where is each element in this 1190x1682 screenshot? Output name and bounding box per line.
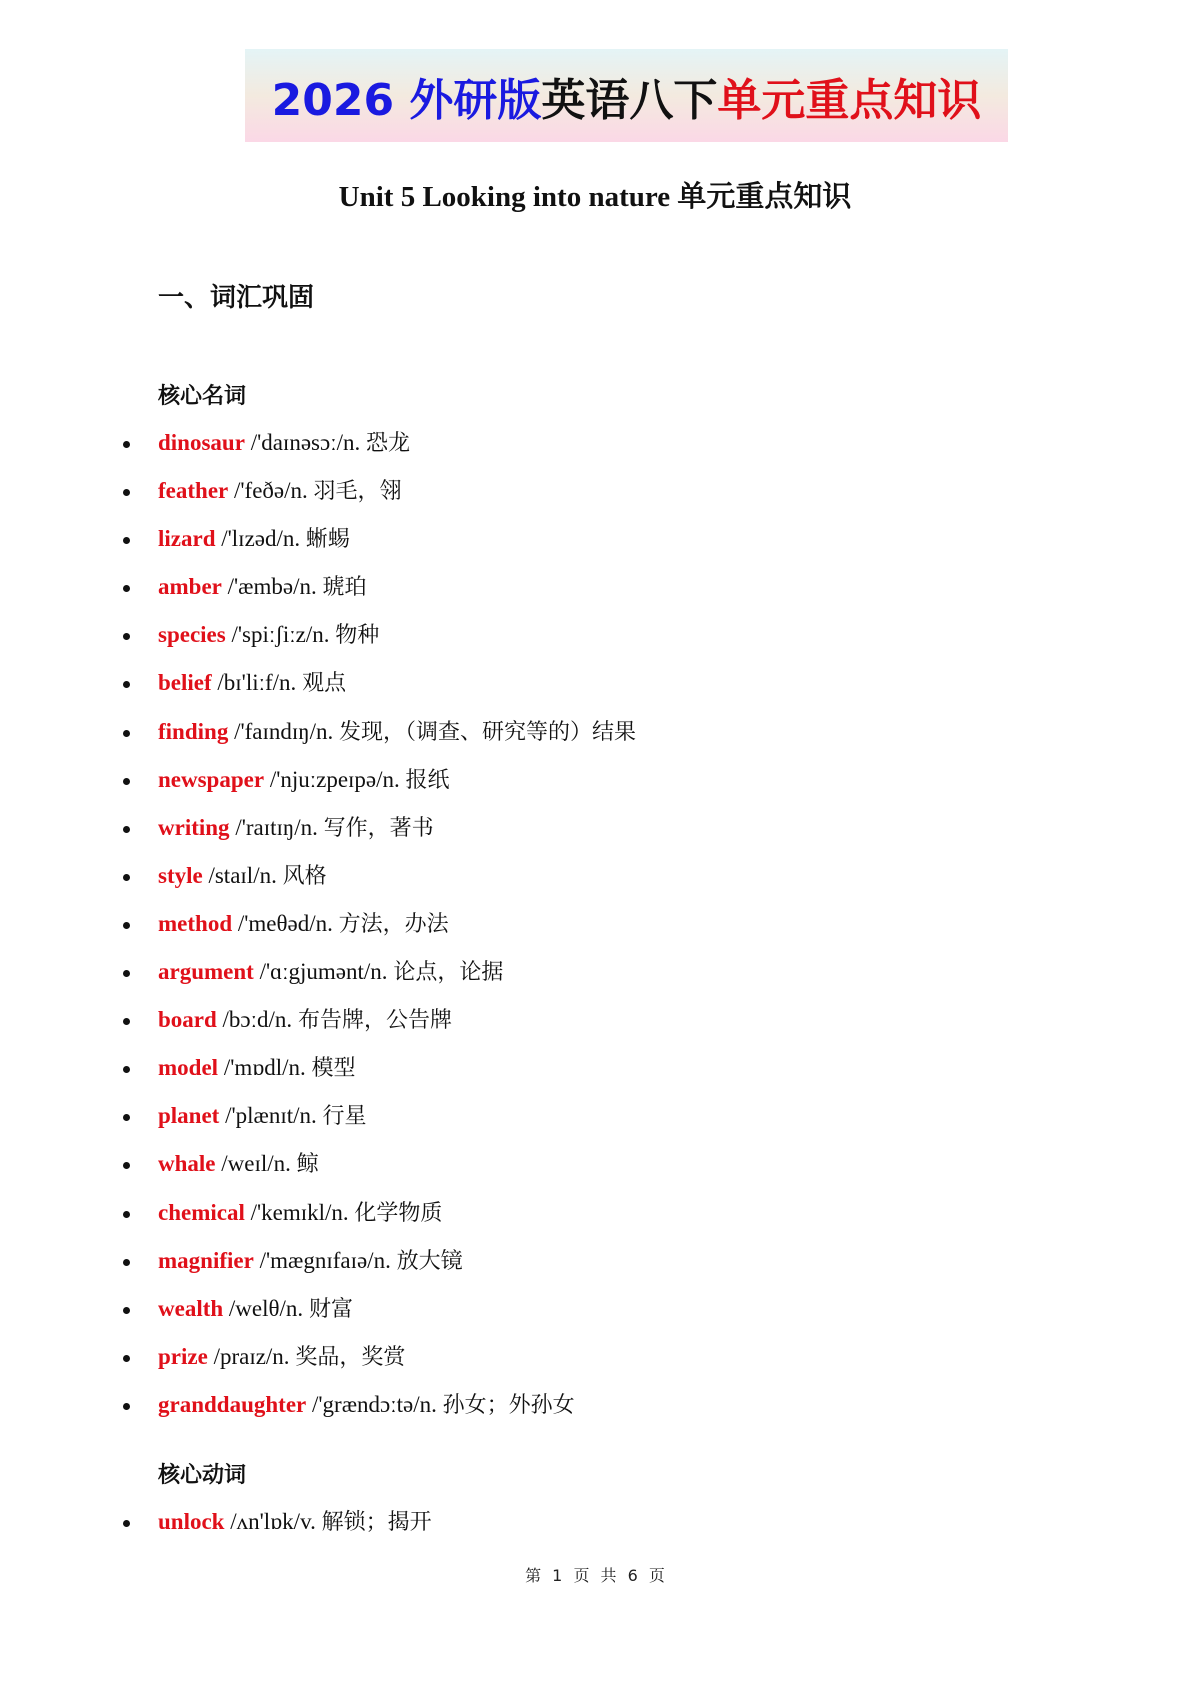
- vocab-meaning: 化学物质: [354, 1200, 443, 1226]
- vocab-phonetic: /'spiːʃiːz/n.: [225, 622, 336, 648]
- vocab-meaning: 行星: [322, 1104, 367, 1130]
- vocab-item: [0, 852, 1190, 900]
- bullet-icon: [123, 778, 130, 785]
- unit-title: Unit 5 Looking into nature 单元重点知识: [338, 181, 852, 213]
- vocab-phonetic: /'plænɪt/n.: [219, 1103, 323, 1129]
- vocab-meaning: 琥珀: [322, 575, 367, 601]
- vocab-word: model: [158, 1055, 219, 1081]
- vocab-meaning: 鲸: [296, 1152, 319, 1178]
- vocab-phonetic: /'lɪzəd/n.: [215, 526, 306, 552]
- vocab-word: prize: [158, 1343, 208, 1369]
- banner-part-topic: 单元重点知识: [717, 74, 982, 126]
- bullet-icon: [123, 441, 130, 448]
- vocab-item: [0, 1237, 1190, 1285]
- vocab-word: amber: [158, 574, 222, 600]
- section-heading: 一、词汇巩固: [158, 283, 315, 313]
- vocab-item: [0, 1140, 1190, 1188]
- verbs-list: [0, 1498, 1190, 1546]
- bullet-icon: [123, 1355, 130, 1362]
- vocab-word: board: [158, 1007, 217, 1033]
- vocab-item: [0, 1092, 1190, 1140]
- bullet-icon: [123, 1066, 130, 1073]
- header-banner: [245, 49, 1008, 142]
- vocab-word: argument: [158, 959, 254, 985]
- vocab-word: lizard: [158, 526, 216, 552]
- vocab-meaning: 观点: [302, 671, 347, 697]
- vocab-item: [0, 1044, 1190, 1092]
- vocab-word: feather: [158, 478, 229, 504]
- bullet-icon: [123, 730, 130, 737]
- vocab-meaning: 风格: [282, 863, 327, 889]
- vocab-item: [0, 659, 1190, 707]
- bullet-icon: [123, 874, 130, 881]
- bullet-icon: [123, 1259, 130, 1266]
- vocab-item: [0, 1189, 1190, 1237]
- vocab-meaning: 论点，论据: [393, 960, 504, 986]
- vocab-phonetic: /'feðə/n.: [228, 478, 314, 504]
- vocab-item: [0, 948, 1190, 996]
- vocab-meaning: 物种: [335, 623, 380, 649]
- bullet-icon: [123, 922, 130, 929]
- vocab-word: newspaper: [158, 766, 265, 792]
- vocab-meaning: 孙女；外孙女: [442, 1392, 575, 1418]
- vocab-item: [0, 708, 1190, 756]
- vocab-phonetic: /'meθəd/n.: [232, 910, 339, 936]
- vocab-meaning: 模型: [311, 1056, 356, 1082]
- bullet-icon: [123, 1307, 130, 1314]
- vocab-item: [0, 515, 1190, 563]
- vocab-phonetic: /welθ/n.: [223, 1295, 309, 1321]
- verbs-heading: 核心动词: [158, 1463, 247, 1488]
- vocab-item: [0, 900, 1190, 948]
- vocab-phonetic: /staɪl/n.: [202, 862, 283, 888]
- vocab-phonetic: /bɪ'liːf/n.: [211, 670, 303, 696]
- bullet-icon: [123, 1114, 130, 1121]
- vocab-item: [0, 996, 1190, 1044]
- vocab-word: belief: [158, 670, 212, 696]
- vocab-meaning: 写作，著书: [323, 815, 434, 841]
- vocab-meaning: 放大镜: [396, 1248, 463, 1274]
- vocab-word: wealth: [158, 1295, 224, 1321]
- vocab-word: granddaughter: [158, 1391, 307, 1417]
- vocab-word: writing: [158, 814, 230, 840]
- bullet-icon: [123, 1162, 130, 1169]
- vocab-phonetic: /'raɪtɪŋ/n.: [229, 814, 324, 840]
- vocab-phonetic: /'kemɪkl/n.: [244, 1199, 355, 1225]
- vocab-phonetic: /'njuːzpeɪpə/n.: [264, 766, 406, 792]
- vocab-word: finding: [158, 718, 229, 744]
- vocab-meaning: 发现，（调查、研究等的）结果: [339, 719, 637, 745]
- bullet-icon: [123, 1018, 130, 1025]
- vocab-phonetic: /'grændɔːtə/n.: [306, 1391, 443, 1417]
- vocab-meaning: 蜥蜴: [305, 527, 350, 553]
- nouns-list: [0, 419, 1190, 1429]
- vocab-meaning: 恐龙: [365, 431, 410, 456]
- vocab-item: [0, 1285, 1190, 1333]
- vocab-phonetic: /weɪl/n.: [215, 1151, 297, 1177]
- banner-part-publisher: 2026 外研版: [271, 74, 542, 126]
- vocab-word: dinosaur: [158, 430, 245, 455]
- vocab-item: [0, 467, 1190, 515]
- vocab-item: [0, 419, 1190, 467]
- vocab-item: [0, 563, 1190, 611]
- vocab-word: unlock: [158, 1509, 225, 1534]
- vocab-meaning: 羽毛，翎: [313, 479, 402, 505]
- vocab-word: species: [158, 622, 226, 648]
- bullet-icon: [123, 1403, 130, 1410]
- vocab-meaning: 财富: [308, 1296, 353, 1322]
- bullet-icon: [123, 537, 130, 544]
- vocab-meaning: 方法，办法: [338, 911, 449, 937]
- vocab-word: chemical: [158, 1199, 245, 1225]
- vocab-word: magnifier: [158, 1247, 254, 1273]
- vocab-phonetic: /'mægnɪfaɪə/n.: [253, 1247, 397, 1273]
- vocab-phonetic: /'faɪndɪŋ/n.: [228, 718, 340, 744]
- bullet-icon: [123, 585, 130, 592]
- vocab-word: whale: [158, 1151, 216, 1177]
- bullet-icon: [123, 970, 130, 977]
- vocab-phonetic: /ʌn'lɒk/v.: [224, 1509, 322, 1534]
- bullet-icon: [123, 681, 130, 688]
- vocab-word: method: [158, 910, 233, 936]
- vocab-phonetic: /'æmbə/n.: [221, 574, 323, 600]
- vocab-item: [0, 804, 1190, 852]
- bullet-icon: [123, 1211, 130, 1218]
- vocab-item: [0, 1498, 1190, 1546]
- vocab-item: [0, 611, 1190, 659]
- vocab-phonetic: /'mɒdl/n.: [218, 1055, 312, 1081]
- vocab-phonetic: /praɪz/n.: [207, 1343, 296, 1369]
- page-footer: 第 1 页 共 6 页: [525, 1566, 665, 1585]
- banner-part-subject: 英语八下: [541, 74, 718, 126]
- vocab-word: planet: [158, 1103, 220, 1129]
- vocab-item: [0, 1381, 1190, 1429]
- vocab-meaning: 解锁；揭开: [321, 1510, 432, 1535]
- vocab-item: [0, 756, 1190, 804]
- nouns-heading: 核心名词: [158, 384, 247, 409]
- vocab-meaning: 报纸: [405, 767, 450, 793]
- vocab-meaning: 布告牌，公告牌: [297, 1008, 452, 1034]
- vocab-item: [0, 1333, 1190, 1381]
- bullet-icon: [123, 826, 130, 833]
- bullet-icon: [123, 633, 130, 640]
- vocab-meaning: 奖品，奖赏: [295, 1344, 406, 1370]
- bullet-icon: [123, 489, 130, 496]
- vocab-word: style: [158, 862, 203, 888]
- vocab-phonetic: /'daɪnəsɔː/n.: [244, 430, 366, 455]
- vocab-phonetic: /'ɑːgjumənt/n.: [253, 959, 394, 985]
- bullet-icon: [123, 1520, 130, 1527]
- vocab-phonetic: /bɔːd/n.: [216, 1007, 298, 1033]
